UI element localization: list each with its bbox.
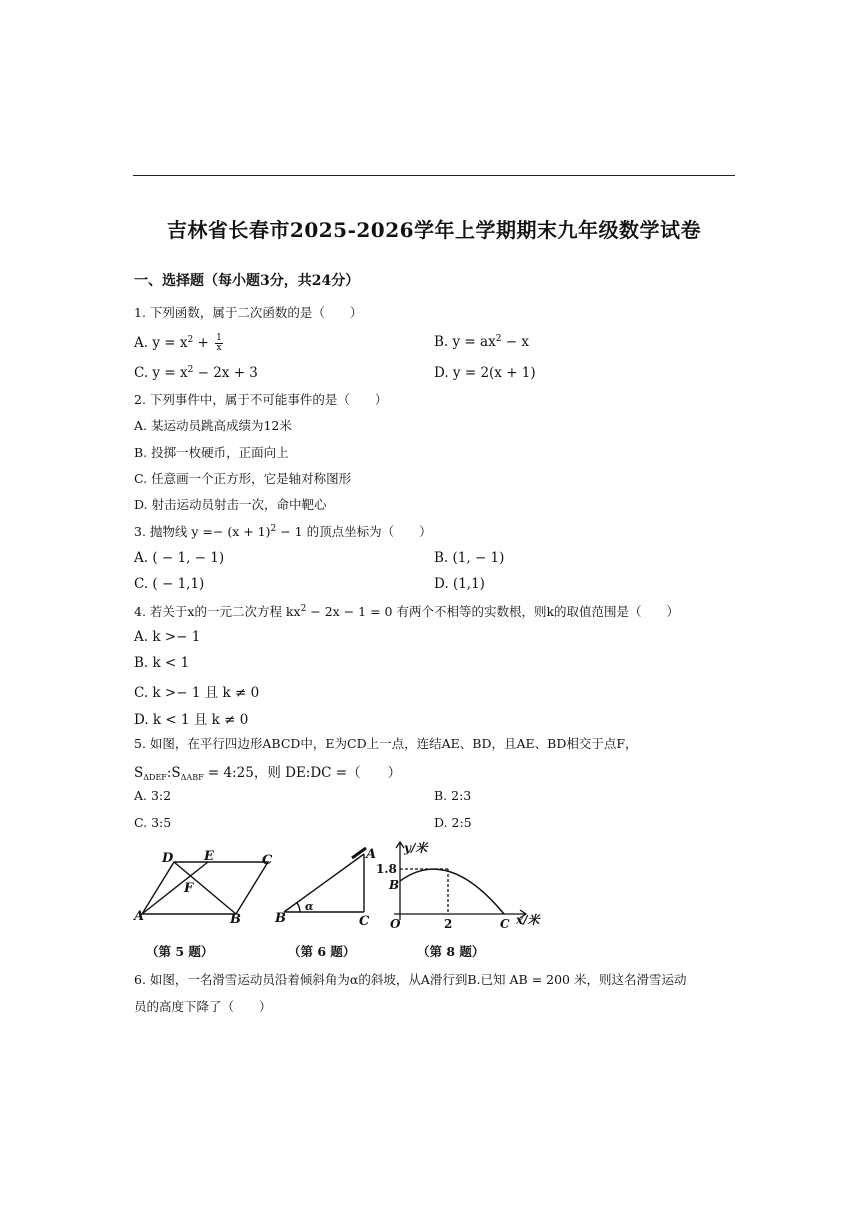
fig8-label-c: C — [500, 917, 510, 931]
question-5-option-b: B. 2:3 — [434, 788, 472, 803]
question-4-option-b: B. k < 1 — [134, 655, 190, 671]
fig6-label-alpha: α — [305, 900, 314, 913]
question-1-option-c: C. $y = x^2 - 2x + 3$ — [134, 365, 258, 381]
figure-8-caption: （第 8 题） — [417, 944, 485, 959]
question-4-option-a: A. k >− 1 — [134, 629, 201, 645]
question-2-stem: 2. 下列事件中，属于不可能事件的是（ ） — [134, 392, 388, 407]
question-3-option-d: D. (1,1) — [434, 576, 485, 592]
question-1-stem: 1. 下列函数，属于二次函数的是（ ） — [134, 305, 363, 320]
fig5-label-f: F — [184, 881, 194, 896]
question-3-option-b: B. (1, − 1) — [434, 550, 505, 566]
question-2-option-b: B. 投掷一枚硬币，正面向上 — [134, 445, 289, 460]
question-3-option-c: C. ( − 1,1) — [134, 576, 205, 592]
figure-5-caption: （第 5 题） — [146, 944, 214, 959]
question-5-condition: $S_{\Delta DEF}:S_{\Delta ABF}$ = 4:25，则 DE:DC =（ ） — [134, 765, 402, 782]
fig8-x-tick: 2 — [444, 917, 453, 931]
header-rule — [133, 175, 735, 176]
fig5-label-d: D — [162, 851, 174, 866]
figure-8-graph — [372, 836, 544, 932]
figure-5-parallelogram — [132, 846, 278, 926]
fig8-label-b: B — [389, 878, 400, 892]
fig8-y-axis-label: y/米 — [404, 841, 428, 855]
fig5-label-c: C — [262, 853, 273, 868]
fig5-label-a: A — [134, 909, 145, 924]
question-2-option-d: D. 射击运动员射击一次，命中靶心 — [134, 497, 327, 512]
question-6-line-1: 6. 如图，一名滑雪运动员沿着倾斜角为α的斜坡，从A滑行到B.已知 AB = 200 米，则这名滑雪运动 — [134, 972, 687, 987]
question-5-option-a: A. 3:2 — [134, 788, 172, 803]
question-3-stem: 3. 抛物线 $y =- (x + 1)^2 - 1$ 的顶点坐标为（ ） — [134, 524, 432, 539]
page-title: 吉林省长春市2025-2026学年上学期期末九年级数学试卷 — [166, 218, 702, 242]
fig6-label-c: C — [359, 914, 370, 928]
question-5-option-c: C. 3:5 — [134, 815, 172, 830]
figure-6-caption: （第 6 题） — [288, 944, 356, 959]
section-heading: 一、选择题（每小题3分，共24分） — [134, 273, 360, 289]
fig6-label-a: A — [366, 847, 377, 862]
question-5-option-d: D. 2:5 — [434, 815, 472, 830]
fig6-label-b: B — [275, 911, 286, 926]
figure-6-slope — [272, 842, 382, 928]
fig8-y-tick: 1.8 — [376, 862, 397, 876]
fig8-x-axis-label: x/米 — [516, 913, 540, 927]
question-1-option-b: B. $y = ax^2 - x$ — [434, 334, 529, 350]
question-4-stem: 4. 若关于x的一元二次方程 $kx^2 - 2x - 1 = 0$ 有两个不相等的实数根，则k的取值范围是（ ） — [134, 604, 680, 619]
question-4-option-c: C. k >− 1 且 k ≠ 0 — [134, 685, 260, 701]
question-3-option-a: A. ( − 1, − 1) — [134, 550, 225, 566]
question-6-line-2: 员的高度下降了（ ） — [134, 999, 272, 1014]
fig5-label-e: E — [204, 849, 214, 864]
question-2-option-c: C. 任意画一个正方形，它是轴对称图形 — [134, 471, 352, 486]
question-5-stem: 5. 如图，在平行四边形ABCD中，E为CD上一点，连结AE、BD，且AE、BD相交于点F， — [134, 736, 638, 751]
question-2-option-a: A. 某运动员跳高成绩为12米 — [134, 418, 292, 433]
question-1-option-d: D. y = 2(x + 1) — [434, 365, 536, 381]
question-4-option-d: D. k < 1 且 k ≠ 0 — [134, 712, 249, 728]
fig8-label-o: O — [390, 917, 401, 931]
fig5-label-b: B — [230, 912, 241, 926]
question-1-option-a: A. $y = x^2$ + $\frac{1}{x}$ — [134, 333, 222, 353]
